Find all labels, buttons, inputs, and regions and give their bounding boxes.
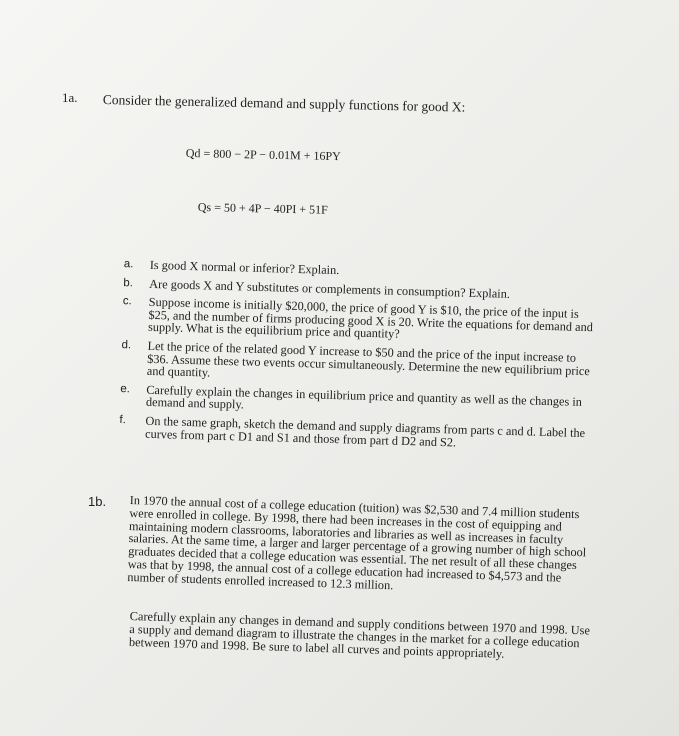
question-text: Let the price of the related good Y increase to $50 and the price of the input increase to $36. Assume these two events occur simultaneously. Determine the new equilibrium price and quantity. [146,338,591,380]
question-letter: c. [122,295,132,308]
question-text: Are goods X and Y substitutes or complements in consumption? Explain. [149,276,511,301]
question-letter: a. [123,258,134,271]
problem-1b-paragraph-2: Carefully explain any changes in demand and supply conditions between 1970 and 1998. Use a supply and demand diagram to illustrate the changes in the market for a college education between 1970 and 1998. Be sure to label all curves and points appropriately. [128,609,591,661]
question-text: Is good X normal or inferior? Explain. [149,257,340,278]
question-text: Carefully explain the changes in equilibrium price and quantity as well as the changes in demand and supply. [145,382,583,412]
question-letter: e. [120,382,131,396]
question-item [118,295,597,346]
question-letter: b. [123,276,134,289]
question-list [115,258,598,458]
question-letter: d. [121,339,132,352]
supply-equation: Qs = 50 + 4P − 40PI + 51F [197,200,328,217]
question-text: On the same graph, sketch the demand and supply diagrams from parts c and d. Label the curves from part c D1 and S1 and those from part d D2 and S2. [144,413,586,449]
problem-number-1b: 1b. [88,494,107,509]
problem-1a-intro: Consider the generalized demand and supply functions for good X: [102,92,466,115]
question-text: Suppose income is initially $20,000, the price of good Y is $10, the price of the input is $25, and the number of firms producing good X is 20. Write the equations for demand and supply. What is the equilibrium price and quantity? [147,295,594,342]
problem-number-1a: 1a. [62,90,78,105]
demand-equation: Qd = 800 − 2P − 0.01M + 16PY [185,146,341,164]
problem-1b-paragraph-1: In 1970 the annual cost of a college education (tuition) was $2,530 and 7.4 million students were enrolled in college. By 1998, there had been increases in the cost of equipping and maintaining modern classrooms, laboratories and libraries as well as increases in faculty salaries. At the same time, a larger and larger percentage of a growing number of high school graduates decided that a college education was essential. The net result of all these changes was that by 1998, the annual cost of a college education had increased to $4,573 and the number of students enrolled increased to 12.3 million. [127,493,587,593]
question-letter: f. [119,413,127,427]
question-item [115,414,594,453]
question-item [117,339,596,390]
